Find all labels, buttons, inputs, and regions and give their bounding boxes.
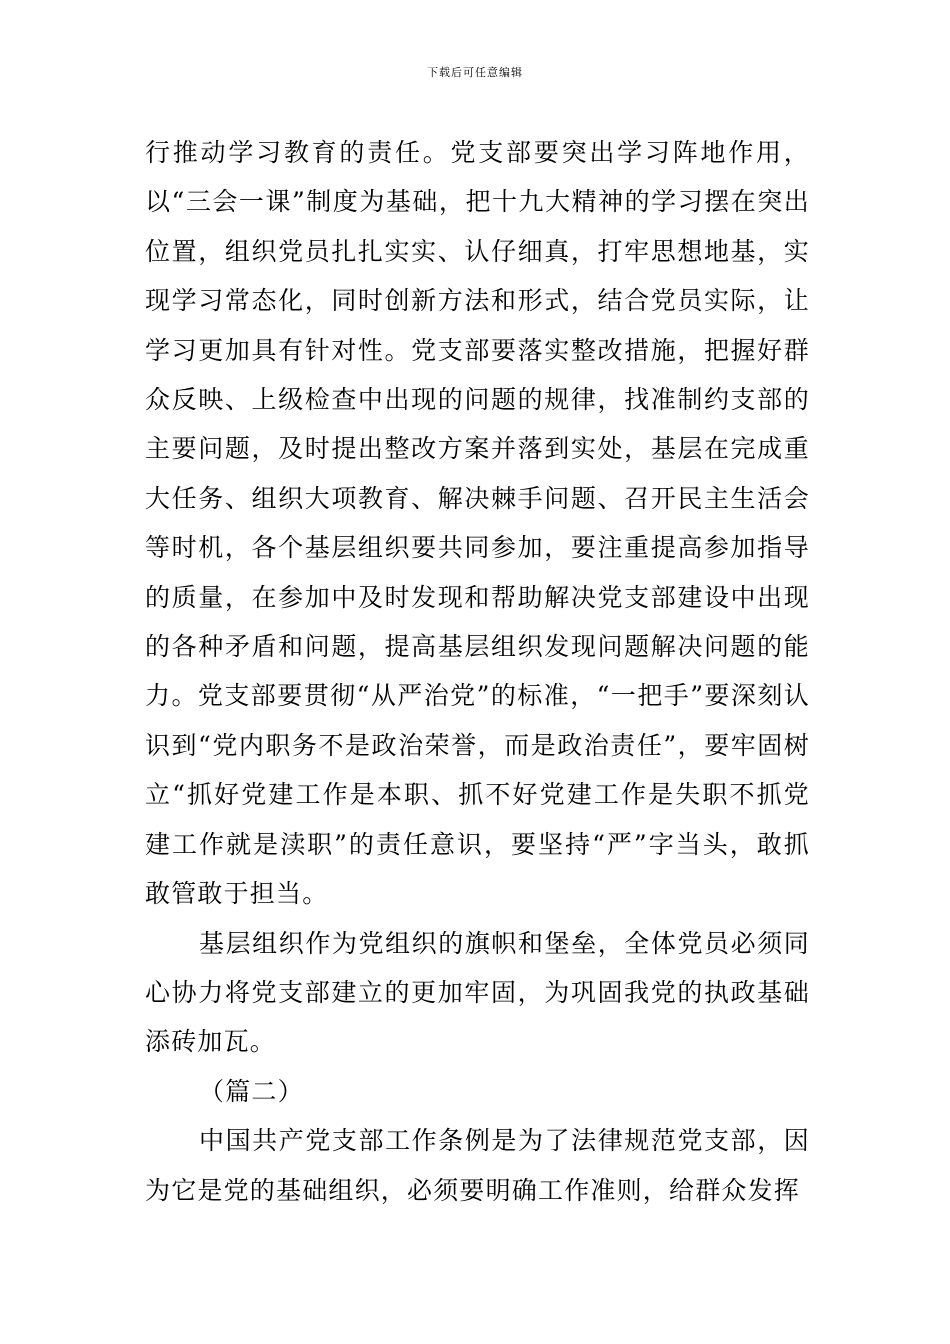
download-note-header: 下载后可任意编辑 (427, 66, 523, 79)
section-heading-part-two: （篇二） (199, 1076, 304, 1106)
paragraph-continued: 行推动学习教育的责任。党支部要突出学习阵地作用，以“三会一课”制度为基础，把十九大精神的学习摆在突出位置，组织党员扎扎实实、认仔细真，打牢思想地基，实现学习常态化，同时创新方法和形式，结合党员实际，让学习更加具有针对性。党支部要落实整改措施，把握好群众反映、上级检查中出现的问题的规律，找准制约支部的主要问题，及时提出整改方案并落到实处，基层在完成重大任务、组织大项教育、解决棘手问题、召开民主生活会等时机，各个基层组织要共同参加，要注重提高参加指导的质量，在参加中及时发现和帮助解决党支部建设中出现的各种矛盾和问题，提高基层组织发现问题解决问题的能力。党支部要贯彻“从严治党”的标准，“一把手”要深刻认识到“党内职务不是政治荣誉，而是政治责任”，要牢固树立“抓好党建工作是本职、抓不好党建工作是失职不抓党建工作就是渎职”的责任意识，要坚持“严”字当头，敢抓敢管敢于担当。 (145, 138, 810, 909)
document-body (145, 128, 810, 1215)
paragraph-part-two-intro: 中国共产党支部工作条例是为了法律规范党支部，因为它是党的基础组织，必须要明确工作准则，给群众发挥 (145, 1126, 810, 1205)
paragraph-conclusion: 基层组织作为党组织的旗帜和堡垒，全体党员必须同心协力将党支部建立的更加牢固，为巩固我党的执政基础添砖加瓦。 (145, 928, 810, 1057)
